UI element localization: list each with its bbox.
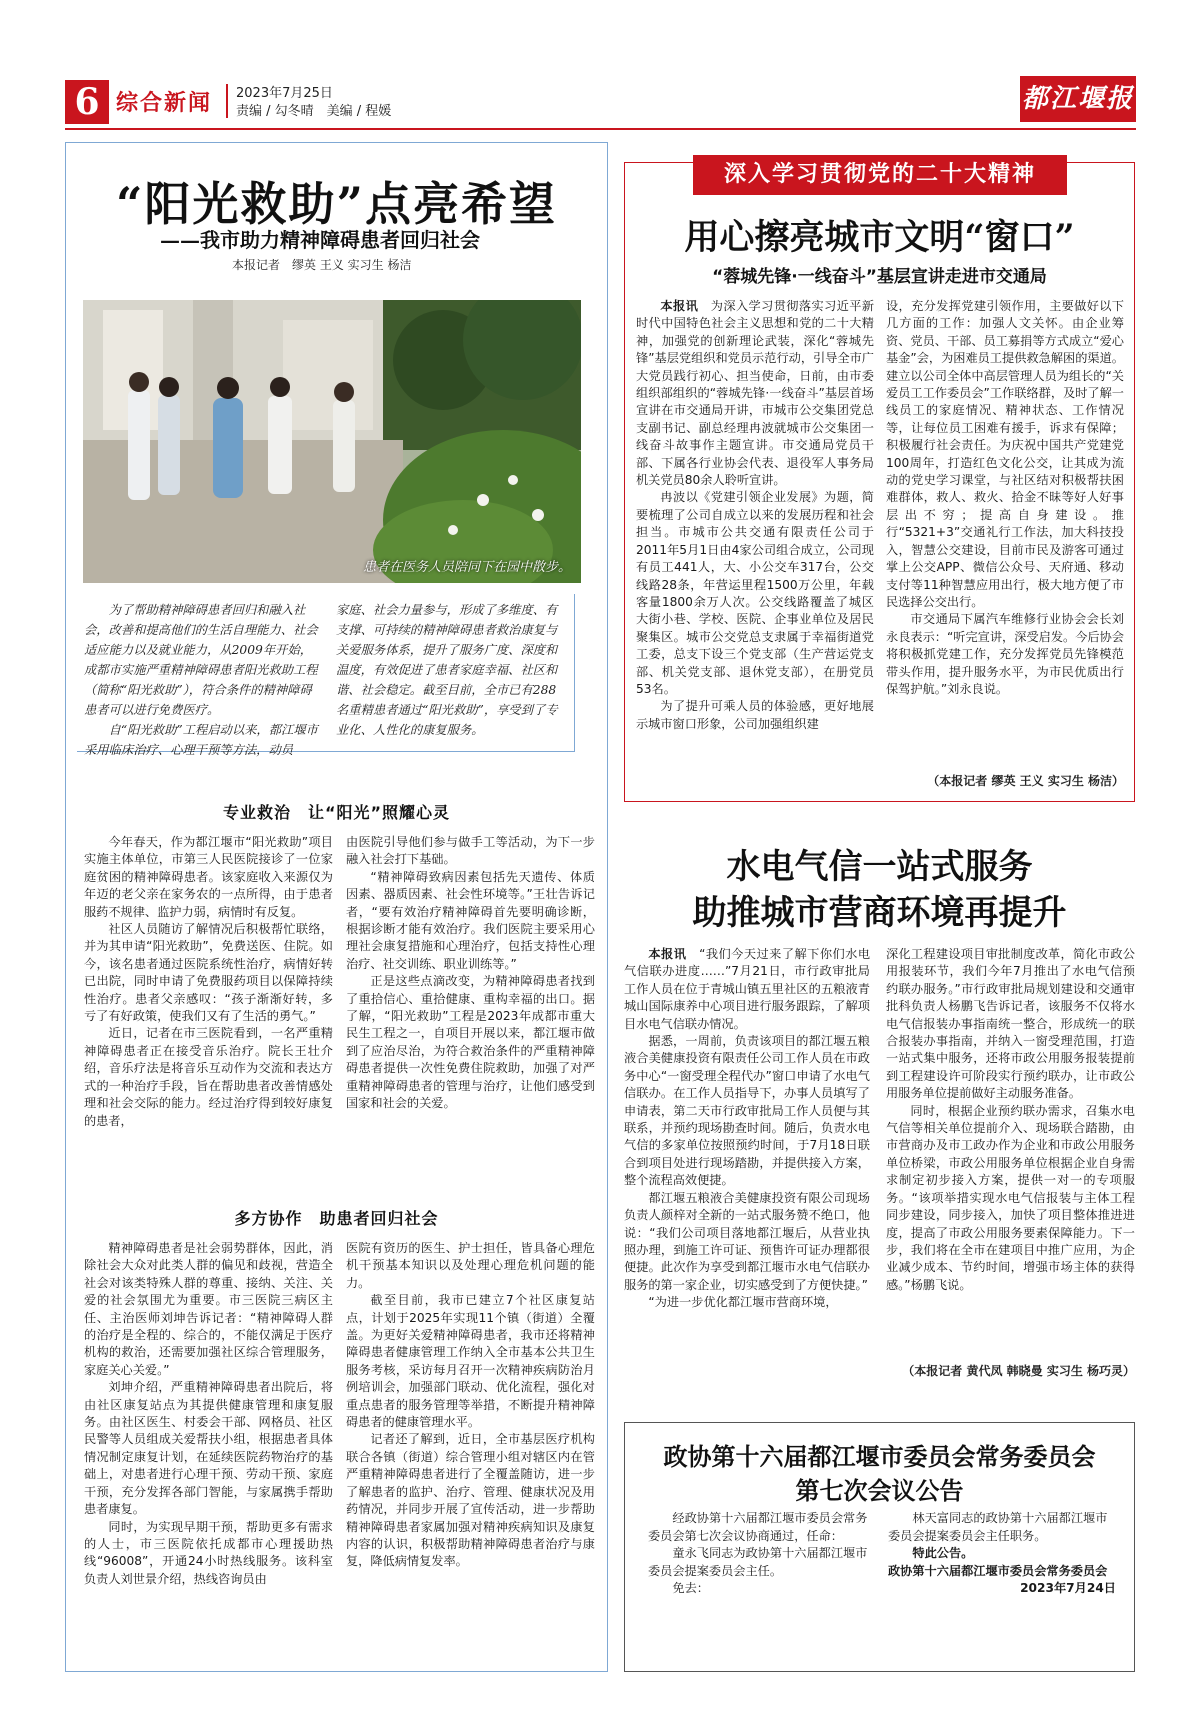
title-line: 政协第十六届都江堰市委员会常务委员会 <box>663 1442 1096 1471</box>
notice-paragraph: 童永飞同志为政协第十六届都江堰市委员会提案委员会主任。 <box>648 1546 868 1578</box>
article-byline: （本报记者 黄代凤 韩晓曼 实习生 杨巧灵） <box>902 1364 1135 1378</box>
body-column <box>84 1240 333 1664</box>
intro-paragraph: 为了帮助精神障碍患者回归和融入社会，改善和提高他们的生活自理能力、社会适应能力以及就业能力，从2009年开始，成都市实施严重精神障碍患者阳光救助工程（简称“阳光救助”），符合条件的精神障碍患者可以进行免费医疗。 <box>84 603 318 717</box>
body-paragraph: 同时，为实现早期干预，帮助更多有需求的人士，市三医院依托成都市心理援助热线“96008”，开通24小时热线服务。该科室负责人刘世景介绍，热线咨询员由 <box>84 1519 333 1586</box>
body-paragraph: 社区人员随访了解情况后积极帮忙联络，并为其申请“阳光救助”，免费送医、住院。如今，该名患者通过医院系统性治疗，病情好转已出院，同时申请了免费服药项目以保障持续性治疗。患者父亲感叹：“孩子渐渐好转，多亏了有好政策，使我们又有了生活的勇气。” <box>84 922 333 1024</box>
article-title <box>624 844 1135 936</box>
body-column <box>346 1240 595 1664</box>
notice-issuer: 政协第十六届都江堰市委员会常务委员会 <box>888 1563 1108 1578</box>
issue-date: 2023年7月25日 <box>236 86 333 101</box>
body-column <box>624 946 870 1400</box>
body-paragraph: 医院有资历的医生、护士担任，皆具备心理危机干预基本知识以及处理心理危机问题的能力。 <box>346 1241 595 1290</box>
lead-tag: 本报讯 <box>648 947 687 961</box>
body-paragraph: 同时，根据企业预约联办需求，召集水电气信等相关单位提前介入、现场联合踏勘，由市营商办及市工政办作为企业和市政公用服务单位桥梁，市政公用服务单位根据企业自身需求制定初步接入方案，提供一对一的专项服务。“该项举措实现水电气信报装与主体工程同步建设，同步接入，加快了项目整体推进进度，提高了市政公用服务要素保障能力。下一步，我们将在全市在建项目中推广应用，为企业减少成本、节约时间，增强市场主体的获得感。”杨鹏飞说。 <box>886 1103 1135 1292</box>
header-rule <box>65 128 1136 130</box>
intro-paragraph: 自“阳光救助”工程启动以来，都江堰市采用临床治疗、心理干预等方法，动员 <box>84 723 318 757</box>
title-line: 助推城市营商环境再提升 <box>692 893 1067 933</box>
notice-title <box>624 1440 1135 1508</box>
body-paragraph: 记者还了解到，近日，全市基层医疗机构联合各镇（街道）综合管理小组对辖区内在管严重精神障碍患者进行了全覆盖随访，进一步了解患者的监护、治疗、管理、健康状况及用药情况，并同步开展了宣传活动，进一步帮助精神障碍患者家属加强对精神疾病知识及康复内容的认识，积极帮助精神障碍患者治疗与康复，降低病情复发率。 <box>346 1432 595 1569</box>
article-byline: 本报记者 缪英 王义 实习生 杨洁 <box>232 258 412 272</box>
section-heading: 多方协作 助患者回归社会 <box>234 1209 439 1228</box>
title-line: 第七次会议公告 <box>795 1476 964 1505</box>
intro-column-right <box>336 600 568 740</box>
body-paragraph: 都江堰五粮液合美健康投资有限公司现场负责人颜梓对全新的一站式服务赞不绝口，他说：“我们公司项目落地都江堰后，从营业执照办理，到施工许可证、预售许可证办理都很便捷。此次作为享受到都江堰市水电气信联办服务的第一家企业，切实感受到了方便快捷。” <box>624 1190 870 1292</box>
body-paragraph: 据悉，一周前，负责该项目的都江堰五粮液合美健康投资有限责任公司工作人员在市政务中心“一窗受理全程代办”窗口申请了水电气信联办。在工作人员指导下，办事人员填写了申请表，第二天市行政审批局工作人员便与其联系，并预约现场勘查时间。随后，负责水电气信的多家单位按照预约时间，于7月18日联合到项目处进行现场踏勘，并提供接入方案，整个流程高效便捷。 <box>624 1034 870 1188</box>
body-paragraph: 设，充分发挥党建引领作用，主要做好以下几方面的工作：加强人文关怀。由企业筹资、党员、干部、员工募捐等方式成立“爱心基金”会，为困难员工提供救急解困的渠道。建立以公司全体中高层管理人员为组长的“关爱员工工作委员会”工作联络群，及时了解一线员工的家庭情况、精神状态、工作情况等，让每位员工困难有援手，诉求有保障；积极履行社会责任。为庆祝中国共产党建党100周年，打造红色文化公交，让其成为流动的党史学习课堂，与社区结对积极帮扶困难群体，救人、救火、拾金不昧等好人好事层出不穷；提高自身建设。推行“5321+3”交通礼行工作法，加大科技投入，智慧公交建设，目前市民及游客可通过掌上公交APP、微信公众号、天府通、移动支付等11种智慧应用出行，极大地方便了市民选择公交出行。 <box>886 299 1124 609</box>
notice-closing: 特此公告。 <box>912 1546 974 1560</box>
lead-tag: 本报讯 <box>660 299 699 313</box>
page-number: 6 <box>65 80 109 124</box>
body-paragraph: 由医院引导他们参与做手工等活动，为下一步融入社会打下基础。 <box>346 835 595 867</box>
body-paragraph: 截至目前，我市已建立7个社区康复站点，计划于2025年实现11个镇（街道）全覆盖。为更好关爱精神障碍患者，我市还将精神障碍患者健康管理工作纳入全市基本公共卫生服务考核，采访每月召开一次精神疾病防治月例培训会，加强部门联动、优化流程，强化对重点患者的服务管理等举措，不断提升精神障碍患者的健康管理水平。 <box>346 1293 595 1430</box>
body-column <box>636 298 874 792</box>
editors-credit: 责编 / 勾冬晴 美编 / 程媛 <box>236 104 392 119</box>
article-title: “阳光救助”点亮希望 <box>116 177 557 231</box>
notice-paragraph: 经政协第十六届都江堰市委员会常务委员会第七次会议协商通过，任命： <box>648 1511 868 1543</box>
article-subtitle: “蓉城先锋·一线奋斗”基层宣讲走进市交通局 <box>712 267 1047 287</box>
photo-caption: 患者在医务人员陪同下在园中散步。 <box>362 560 571 575</box>
body-paragraph: 刘坤介绍，严重精神障碍患者出院后，将由社区康复站点为其提供健康管理和康复服务。由社区医生、村委会干部、网格员、社区民警等人员组成关爱帮扶小组，根据患者具体情况制定康复计划，在延续医院药物治疗的基础上，对患者进行心理干预、劳动干预、家庭干预，充分发挥各部门智能，与家属携手帮助患者康复。 <box>84 1380 333 1517</box>
article-subtitle: ——我市助力精神障碍患者回归社会 <box>160 228 480 252</box>
section-name: 综合新闻 <box>116 91 213 116</box>
newspaper-masthead: 都江堰报 <box>1020 76 1136 122</box>
article-byline: （本报记者 缪英 王义 实习生 杨洁） <box>927 774 1124 788</box>
body-paragraph: 精神障碍患者是社会弱势群体，因此，消除社会大众对此类人群的偏见和歧视，营造全社会对该类特殊人群的尊重、接纳、关注、关爱的社会氛围尤为重要。市三医院三病区主任、主治医师刘坤告诉记者：“精神障碍人群的治疗是全程的、综合的，不能仅满足于医疗机构的救治，还需要加强社区综合管理服务，家庭关心关爱。” <box>84 1241 333 1377</box>
news-photo <box>83 300 581 583</box>
body-paragraph: 为深入学习贯彻落实习近平新时代中国特色社会主义思想和党的二十大精神，加强党的创新理论武装，深化“蓉城先锋”基层党组织和党员示范行动，引导全市广大党员践行初心、担当使命，日前，由市委组织部组织的“蓉城先锋·一线奋斗”基层首场宣讲在市交通局开讲，市城市公交集团党总支副书记、副总经理冉波就城市公交集团一线奋斗故事作主题宣讲。市交通局党员干部、下属各行业协会代表、退役军人事务局机关党员80余人聆听宣讲。 <box>636 299 874 488</box>
body-paragraph: 市交通局下属汽车维修行业协会会长刘永良表示：“听完宣讲，深受启发。今后协会将积极抓党建工作，充分发挥党员先锋模范带头作用，提升服务水平，为市民优质出行保驾护航。”刘永良说。 <box>886 612 1124 696</box>
body-paragraph: 今年春天，作为都江堰市“阳光救助”项目实施主体单位，市第三人民医院接诊了一位家庭贫困的精神障碍患者。该家庭收入来源仅为年迈的老父亲在家务农的一点所得，由于患者服药不规律、监护力弱，病情时有反复。 <box>84 835 333 919</box>
notice-column <box>888 1510 1116 1598</box>
intro-column-left <box>84 600 320 760</box>
body-column <box>84 834 333 1184</box>
header-divider <box>226 84 228 118</box>
body-column <box>346 834 595 1184</box>
notice-date: 2023年7月24日 <box>1020 1581 1116 1595</box>
garden-walk-photo <box>83 300 581 583</box>
topic-banner: 深入学习贯彻党的二十大精神 <box>693 155 1067 195</box>
article-title: 用心擦亮城市文明“窗口” <box>684 217 1075 258</box>
notice-paragraph: 林天富同志的政协第十六届都江堰市委员会提案委员会主任职务。 <box>888 1511 1108 1543</box>
body-column <box>886 946 1135 1358</box>
section-heading: 专业救治 让“阳光”照耀心灵 <box>222 803 451 822</box>
notice-paragraph: 免去： <box>672 1581 709 1595</box>
body-paragraph: 正是这些点滴改变，为精神障碍患者找到了重拾信心、重拾健康、重构幸福的出口。据了解，“阳光救助”工程是2023年成都市重大民生工程之一，自项目开展以来，都江堰市做到了应治尽治，为符合救治条件的严重精神障碍患者提供一次性免费住院救助，加强了对严重精神障碍患者的管理与治疗，让他们感受到国家和社会的关爱。 <box>346 974 595 1111</box>
body-paragraph: 冉波以《党建引领企业发展》为题，简要梳理了公司自成立以来的发展历程和社会担当。市城市公共交通有限责任公司于2011年5月1日由4家公司组合成立，公司现有员工441人，大、小公交车317台，公交线路28条，年营运里程1500万公里，年载客量1800余万人次。公交线路覆盖了城区大街小巷、学校、医院、企事业单位及居民聚集区。城市公交党总支隶属于幸福街道党工委，总支下设三个党支部（生产营运党支部、机关党支部、退休党支部），在册党员53名。 <box>636 490 874 696</box>
body-paragraph: 近日，记者在市三医院看到，一名严重精神障碍患者正在接受音乐治疗。院长王壮介绍，音乐疗法是将音乐互动作为交流和表达方式的一种治疗手段，旨在帮助患者改善情感处理和社会交际的能力。经过治疗得到较好康复的患者， <box>84 1026 333 1128</box>
notice-column <box>648 1510 872 1598</box>
intro-paragraph: 家庭、社会力量参与，形成了多维度、有支撑、可持续的精神障碍患者救治康复与关爱服务体系，提升了服务广度、深度和温度，有效促进了患者家庭幸福、社区和谐、社会稳定。截至目前，全市已有288名重精患者通过“阳光救助”，享受到了专业化、人性化的康复服务。 <box>336 603 558 737</box>
body-paragraph: 为了提升可乘人员的体验感，更好地展示城市窗口形象，公司加强组织建 <box>636 699 874 731</box>
body-paragraph: “我们今天过来了解下你们水电气信联办进度……”7月21日，市行政审批局工作人员在位于青城山镇五里社区的五粮液青城山国际康养中心项目进行服务跟踪，了解项目水电气信联办情况。 <box>624 947 870 1031</box>
body-column <box>886 298 1124 768</box>
title-line: 水电气信一站式服务 <box>726 847 1033 887</box>
body-paragraph: 深化工程建设项目审批制度改革，简化市政公用报装环节，我们今年7月推出了水电气信预约联办服务。”市行政审批局规划建设和交通审批科负责人杨鹏飞告诉记者，该服务不仅将水电气信报装办事指南统一整合，形成统一的联合报装办事指南，并纳入一窗受理范围，打造一站式集中服务，还将市政公用服务报装提前到工程建设许可阶段实行预约联办，让市政公用服务单位提前做好主动服务准备。 <box>886 947 1135 1101</box>
body-paragraph: “为进一步优化都江堰市营商环境， <box>648 1295 838 1310</box>
body-paragraph: “精神障碍致病因素包括先天遗传、体质因素、器质因素、社会性环境等。”王壮告诉记者，“要有效治疗精神障碍首先要明确诊断，根据诊断才能有效治疗。我们医院主要采用心理社会康复措施和心理治疗，包括支持性心理治疗、社交训练、职业训练等。” <box>346 869 595 971</box>
